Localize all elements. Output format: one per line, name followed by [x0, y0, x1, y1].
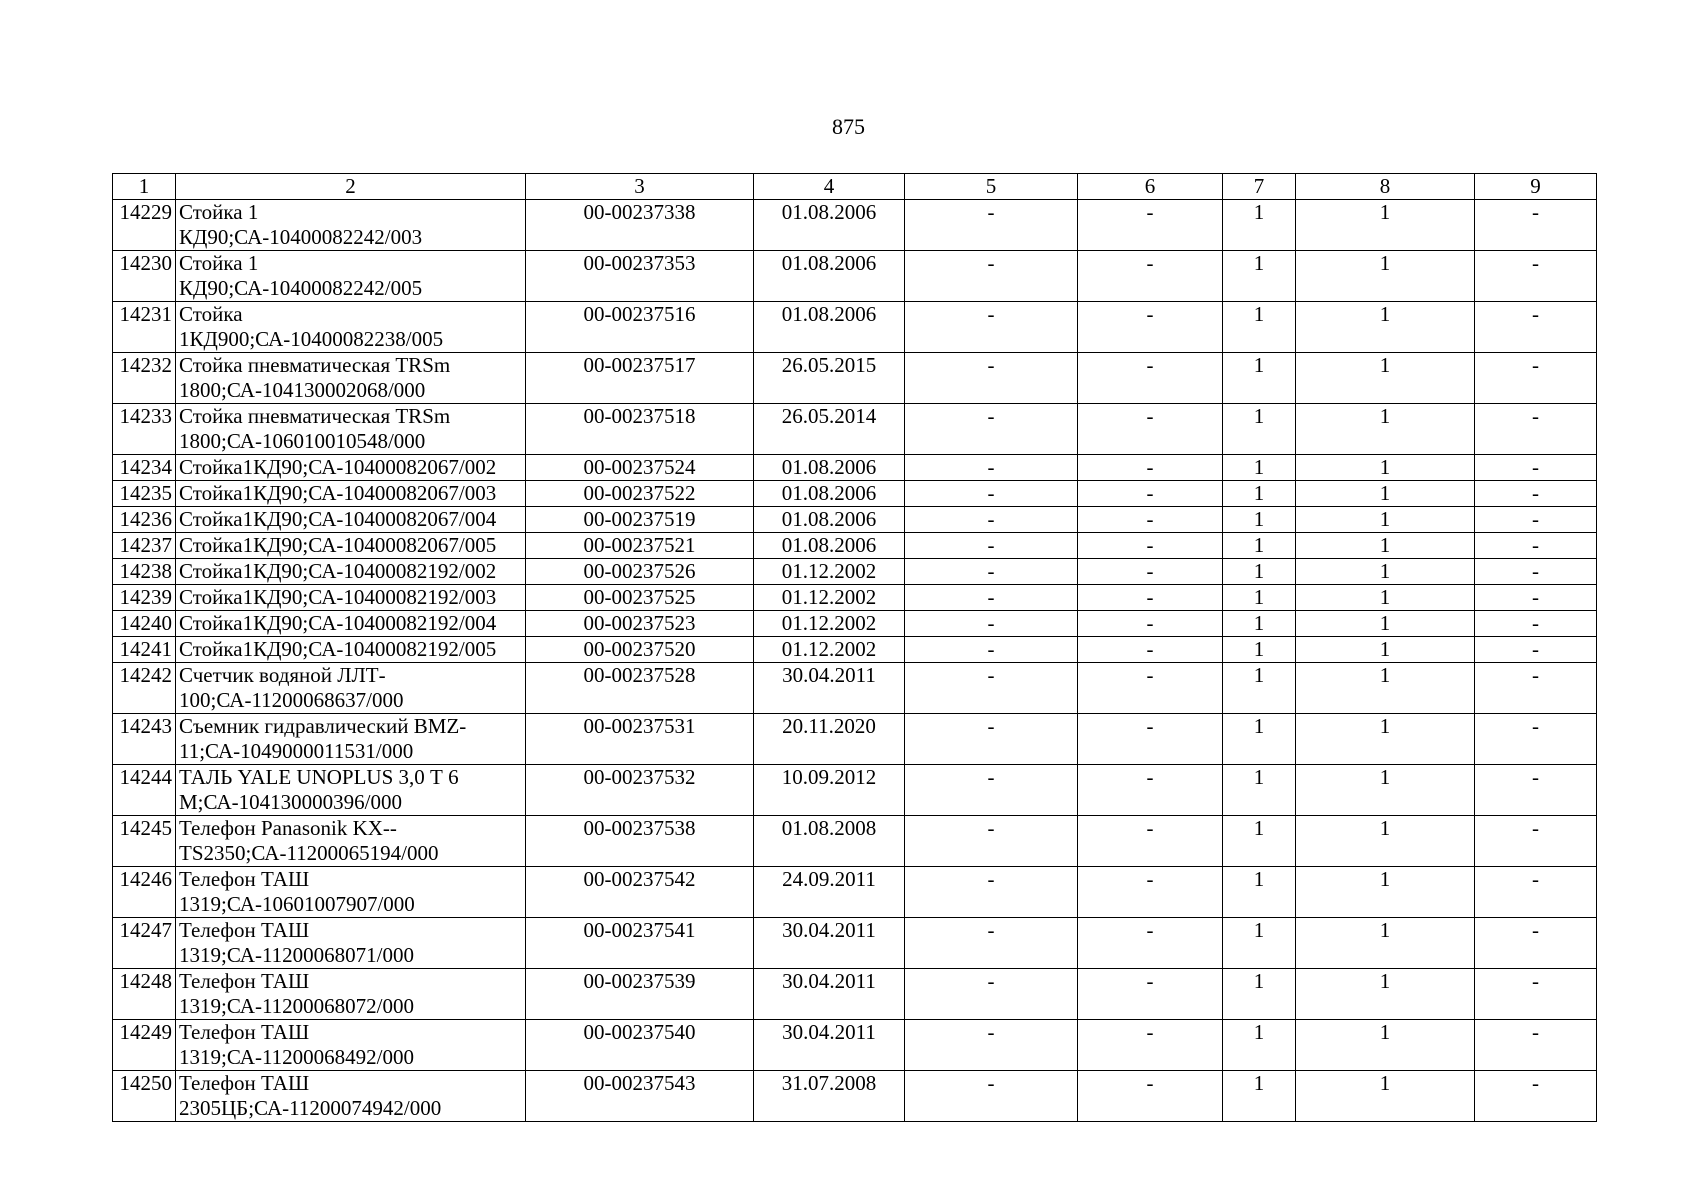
- date-cell: 01.08.2006: [754, 455, 905, 481]
- item-name-line: Стойка 1: [179, 200, 259, 224]
- col6-cell: -: [1078, 559, 1223, 585]
- col7-cell: 1: [1223, 404, 1296, 455]
- col9-cell: -: [1475, 765, 1597, 816]
- col5-cell: -: [905, 353, 1078, 404]
- inventory-code-cell: 00-00237338: [526, 200, 754, 251]
- row-number-cell: 14230: [113, 251, 176, 302]
- col8-cell: 1: [1296, 200, 1475, 251]
- col9-cell: -: [1475, 251, 1597, 302]
- row-number-cell: 14250: [113, 1071, 176, 1122]
- item-name-cell: [176, 637, 526, 663]
- item-name-cell: [176, 533, 526, 559]
- row-number-cell: 14248: [113, 969, 176, 1020]
- col8-cell: 1: [1296, 611, 1475, 637]
- item-name-line: Телефон Panasonik KX--: [179, 816, 397, 840]
- row-number-cell: 14245: [113, 816, 176, 867]
- inventory-code-cell: 00-00237353: [526, 251, 754, 302]
- row-number-cell: 14246: [113, 867, 176, 918]
- item-name-line: Стойка: [179, 302, 243, 326]
- col6-cell: -: [1078, 302, 1223, 353]
- col9-cell: -: [1475, 637, 1597, 663]
- col7-cell: 1: [1223, 533, 1296, 559]
- item-name-line: 1319;СА-11200068071/000: [179, 943, 415, 967]
- table-row: [113, 533, 1597, 559]
- col6-cell: -: [1078, 200, 1223, 251]
- item-name-line: Телефон ТАШ: [179, 969, 310, 993]
- item-name-line: 100;СА-11200068637/000: [179, 688, 404, 712]
- table-row: [113, 353, 1597, 404]
- inventory-code-cell: 00-00237532: [526, 765, 754, 816]
- col5-cell: -: [905, 611, 1078, 637]
- page-number: 875: [832, 114, 865, 139]
- col6-cell: -: [1078, 969, 1223, 1020]
- item-name-line: Стойка1КД90;СА-10400082192/002: [179, 559, 497, 583]
- item-name-line: 1800;СА-104130002068/000: [179, 378, 426, 402]
- col5-cell: -: [905, 507, 1078, 533]
- item-name-line: 1800;СА-106010010548/000: [179, 429, 426, 453]
- table-row: [113, 816, 1597, 867]
- col6-cell: -: [1078, 585, 1223, 611]
- col6-cell: -: [1078, 714, 1223, 765]
- date-cell: 20.11.2020: [754, 714, 905, 765]
- row-number-cell: 14232: [113, 353, 176, 404]
- col6-cell: -: [1078, 663, 1223, 714]
- item-name-cell: [176, 481, 526, 507]
- col9-cell: -: [1475, 481, 1597, 507]
- item-name-line: 11;СА-1049000011531/000: [179, 739, 414, 763]
- col7-cell: 1: [1223, 507, 1296, 533]
- col8-cell: 1: [1296, 404, 1475, 455]
- table-row: [113, 481, 1597, 507]
- col9-cell: -: [1475, 969, 1597, 1020]
- col5-cell: -: [905, 455, 1078, 481]
- col8-cell: 1: [1296, 1020, 1475, 1071]
- col8-cell: 1: [1296, 637, 1475, 663]
- col7-cell: 1: [1223, 585, 1296, 611]
- col7-cell: 1: [1223, 200, 1296, 251]
- inventory-code-cell: 00-00237526: [526, 559, 754, 585]
- item-name-cell: [176, 765, 526, 816]
- item-name-cell: [176, 353, 526, 404]
- col7-cell: 1: [1223, 1071, 1296, 1122]
- item-name-line: Телефон ТАШ: [179, 918, 310, 942]
- table-row: [113, 251, 1597, 302]
- col7-cell: 1: [1223, 302, 1296, 353]
- item-name-line: Стойка 1: [179, 251, 259, 275]
- table-row: [113, 765, 1597, 816]
- inventory-code-cell: 00-00237543: [526, 1071, 754, 1122]
- col6-cell: -: [1078, 1071, 1223, 1122]
- inventory-code-cell: 00-00237528: [526, 663, 754, 714]
- col6-cell: -: [1078, 481, 1223, 507]
- item-name-line: КД90;СА-10400082242/005: [179, 276, 423, 300]
- inventory-code-cell: 00-00237520: [526, 637, 754, 663]
- row-number-cell: 14234: [113, 455, 176, 481]
- item-name-cell: [176, 251, 526, 302]
- item-name-line: Стойка1КД90;СА-10400082067/002: [179, 455, 497, 479]
- item-name-cell: [176, 663, 526, 714]
- col5-cell: -: [905, 585, 1078, 611]
- col8-cell: 1: [1296, 302, 1475, 353]
- inventory-code-cell: 00-00237538: [526, 816, 754, 867]
- inventory-code-cell: 00-00237540: [526, 1020, 754, 1071]
- col7-cell: 1: [1223, 481, 1296, 507]
- col9-cell: -: [1475, 611, 1597, 637]
- item-name-line: TS2350;СА-11200065194/000: [179, 841, 439, 865]
- item-name-line: Стойка1КД90;СА-10400082192/003: [179, 585, 497, 609]
- column-header: 9: [1475, 174, 1597, 200]
- col9-cell: -: [1475, 816, 1597, 867]
- col6-cell: -: [1078, 533, 1223, 559]
- date-cell: 01.08.2006: [754, 251, 905, 302]
- table-row: [113, 302, 1597, 353]
- col5-cell: -: [905, 200, 1078, 251]
- col5-cell: -: [905, 302, 1078, 353]
- col6-cell: -: [1078, 1020, 1223, 1071]
- col5-cell: -: [905, 918, 1078, 969]
- item-name-cell: [176, 1071, 526, 1122]
- table-row: [113, 637, 1597, 663]
- col5-cell: -: [905, 1071, 1078, 1122]
- col5-cell: -: [905, 867, 1078, 918]
- item-name-line: ТАЛЬ YALE UNOPLUS 3,0 Т 6: [179, 765, 459, 789]
- col5-cell: -: [905, 637, 1078, 663]
- col9-cell: -: [1475, 1071, 1597, 1122]
- row-number-cell: 14242: [113, 663, 176, 714]
- item-name-line: 1319;СА-11200068492/000: [179, 1045, 415, 1069]
- col9-cell: -: [1475, 1020, 1597, 1071]
- col5-cell: -: [905, 663, 1078, 714]
- inventory-code-cell: 00-00237542: [526, 867, 754, 918]
- column-header: 1: [113, 174, 176, 200]
- item-name-cell: [176, 611, 526, 637]
- item-name-line: Стойка пневматическая TRSm: [179, 353, 451, 377]
- item-name-line: Телефон ТАШ: [179, 867, 310, 891]
- inventory-code-cell: 00-00237519: [526, 507, 754, 533]
- col9-cell: -: [1475, 302, 1597, 353]
- col6-cell: -: [1078, 404, 1223, 455]
- item-name-cell: [176, 559, 526, 585]
- item-name-line: 2305ЦБ;СА-11200074942/000: [179, 1096, 442, 1120]
- date-cell: 01.08.2006: [754, 533, 905, 559]
- column-header: 7: [1223, 174, 1296, 200]
- row-number-cell: 14243: [113, 714, 176, 765]
- col8-cell: 1: [1296, 507, 1475, 533]
- column-header: 6: [1078, 174, 1223, 200]
- item-name-line: КД90;СА-10400082242/003: [179, 225, 423, 249]
- col6-cell: -: [1078, 765, 1223, 816]
- row-number-cell: 14240: [113, 611, 176, 637]
- row-number-cell: 14233: [113, 404, 176, 455]
- col5-cell: -: [905, 969, 1078, 1020]
- date-cell: 26.05.2014: [754, 404, 905, 455]
- row-number-cell: 14244: [113, 765, 176, 816]
- col6-cell: -: [1078, 251, 1223, 302]
- inventory-code-cell: 00-00237541: [526, 918, 754, 969]
- col8-cell: 1: [1296, 353, 1475, 404]
- inventory-code-cell: 00-00237525: [526, 585, 754, 611]
- col6-cell: -: [1078, 507, 1223, 533]
- table-row: [113, 585, 1597, 611]
- column-header: 8: [1296, 174, 1475, 200]
- col8-cell: 1: [1296, 1071, 1475, 1122]
- item-name-line: 1319;СА-11200068072/000: [179, 994, 415, 1018]
- col9-cell: -: [1475, 353, 1597, 404]
- col6-cell: -: [1078, 918, 1223, 969]
- item-name-cell: [176, 714, 526, 765]
- inventory-code-cell: 00-00237518: [526, 404, 754, 455]
- item-name-cell: [176, 816, 526, 867]
- col7-cell: 1: [1223, 867, 1296, 918]
- table-row: [113, 507, 1597, 533]
- item-name-line: Съемник гидравлический BMZ-: [179, 714, 467, 738]
- row-number-cell: 14231: [113, 302, 176, 353]
- date-cell: 30.04.2011: [754, 663, 905, 714]
- table-row: [113, 1020, 1597, 1071]
- table-row: [113, 200, 1597, 251]
- item-name-cell: [176, 918, 526, 969]
- item-name-cell: [176, 507, 526, 533]
- table-row: [113, 611, 1597, 637]
- row-number-cell: 14249: [113, 1020, 176, 1071]
- table-row: [113, 1071, 1597, 1122]
- item-name-line: Телефон ТАШ: [179, 1020, 310, 1044]
- col6-cell: -: [1078, 353, 1223, 404]
- col8-cell: 1: [1296, 481, 1475, 507]
- col5-cell: -: [905, 251, 1078, 302]
- row-number-cell: 14239: [113, 585, 176, 611]
- col9-cell: -: [1475, 714, 1597, 765]
- col9-cell: -: [1475, 559, 1597, 585]
- col7-cell: 1: [1223, 559, 1296, 585]
- inventory-code-cell: 00-00237523: [526, 611, 754, 637]
- column-header: 2: [176, 174, 526, 200]
- col8-cell: 1: [1296, 533, 1475, 559]
- col7-cell: 1: [1223, 611, 1296, 637]
- col9-cell: -: [1475, 200, 1597, 251]
- item-name-line: М;СА-104130000396/000: [179, 790, 402, 814]
- inventory-code-cell: 00-00237522: [526, 481, 754, 507]
- date-cell: 30.04.2011: [754, 918, 905, 969]
- header-row: [113, 174, 1597, 200]
- col9-cell: -: [1475, 663, 1597, 714]
- item-name-cell: [176, 404, 526, 455]
- inventory-code-cell: 00-00237539: [526, 969, 754, 1020]
- col8-cell: 1: [1296, 969, 1475, 1020]
- inventory-code-cell: 00-00237524: [526, 455, 754, 481]
- row-number-cell: 14235: [113, 481, 176, 507]
- table-row: [113, 867, 1597, 918]
- col6-cell: -: [1078, 611, 1223, 637]
- table-row: [113, 969, 1597, 1020]
- col7-cell: 1: [1223, 353, 1296, 404]
- col8-cell: 1: [1296, 816, 1475, 867]
- item-name-line: 1КД900;СА-10400082238/005: [179, 327, 444, 351]
- item-name-cell: [176, 585, 526, 611]
- col7-cell: 1: [1223, 455, 1296, 481]
- item-name-line: Стойка пневматическая TRSm: [179, 404, 451, 428]
- row-number-cell: 14238: [113, 559, 176, 585]
- table-row: [113, 918, 1597, 969]
- row-number-cell: 14236: [113, 507, 176, 533]
- col9-cell: -: [1475, 533, 1597, 559]
- col7-cell: 1: [1223, 637, 1296, 663]
- date-cell: 01.08.2006: [754, 481, 905, 507]
- col5-cell: -: [905, 404, 1078, 455]
- inventory-code-cell: 00-00237531: [526, 714, 754, 765]
- date-cell: 01.12.2002: [754, 559, 905, 585]
- item-name-line: Стойка1КД90;СА-10400082192/005: [179, 637, 497, 661]
- column-header: 3: [526, 174, 754, 200]
- date-cell: 31.07.2008: [754, 1071, 905, 1122]
- col5-cell: -: [905, 559, 1078, 585]
- col7-cell: 1: [1223, 816, 1296, 867]
- table-row: [113, 455, 1597, 481]
- table-body: [113, 200, 1597, 1122]
- col8-cell: 1: [1296, 663, 1475, 714]
- date-cell: 01.12.2002: [754, 611, 905, 637]
- item-name-line: 1319;СА-10601007907/000: [179, 892, 415, 916]
- table-row: [113, 559, 1597, 585]
- col6-cell: -: [1078, 455, 1223, 481]
- col8-cell: 1: [1296, 559, 1475, 585]
- col7-cell: 1: [1223, 1020, 1296, 1071]
- col7-cell: 1: [1223, 969, 1296, 1020]
- col9-cell: -: [1475, 404, 1597, 455]
- item-name-line: Стойка1КД90;СА-10400082067/005: [179, 533, 497, 557]
- col8-cell: 1: [1296, 918, 1475, 969]
- row-number-cell: 14237: [113, 533, 176, 559]
- inventory-code-cell: 00-00237516: [526, 302, 754, 353]
- date-cell: 26.05.2015: [754, 353, 905, 404]
- item-name-cell: [176, 1020, 526, 1071]
- row-number-cell: 14229: [113, 200, 176, 251]
- item-name-line: Стойка1КД90;СА-10400082192/004: [179, 611, 497, 635]
- col9-cell: -: [1475, 585, 1597, 611]
- col8-cell: 1: [1296, 251, 1475, 302]
- col9-cell: -: [1475, 867, 1597, 918]
- row-number-cell: 14247: [113, 918, 176, 969]
- col6-cell: -: [1078, 816, 1223, 867]
- col7-cell: 1: [1223, 765, 1296, 816]
- col5-cell: -: [905, 481, 1078, 507]
- date-cell: 10.09.2012: [754, 765, 905, 816]
- date-cell: 01.12.2002: [754, 585, 905, 611]
- item-name-line: Стойка1КД90;СА-10400082067/004: [179, 507, 497, 531]
- col8-cell: 1: [1296, 867, 1475, 918]
- date-cell: 01.12.2002: [754, 637, 905, 663]
- inventory-code-cell: 00-00237517: [526, 353, 754, 404]
- col9-cell: -: [1475, 455, 1597, 481]
- item-name-cell: [176, 200, 526, 251]
- item-name-line: Телефон ТАШ: [179, 1071, 310, 1095]
- date-cell: 01.08.2006: [754, 507, 905, 533]
- col7-cell: 1: [1223, 714, 1296, 765]
- column-header: 5: [905, 174, 1078, 200]
- table-row: [113, 714, 1597, 765]
- inventory-code-cell: 00-00237521: [526, 533, 754, 559]
- col7-cell: 1: [1223, 918, 1296, 969]
- date-cell: 24.09.2011: [754, 867, 905, 918]
- inventory-table: [112, 173, 1597, 1122]
- date-cell: 30.04.2011: [754, 969, 905, 1020]
- item-name-line: Счетчик водяной ЛЛТ-: [179, 663, 386, 687]
- date-cell: 01.08.2006: [754, 200, 905, 251]
- col8-cell: 1: [1296, 714, 1475, 765]
- col5-cell: -: [905, 765, 1078, 816]
- item-name-cell: [176, 455, 526, 481]
- col8-cell: 1: [1296, 585, 1475, 611]
- col5-cell: -: [905, 1020, 1078, 1071]
- column-header: 4: [754, 174, 905, 200]
- col8-cell: 1: [1296, 765, 1475, 816]
- item-name-cell: [176, 302, 526, 353]
- table-row: [113, 404, 1597, 455]
- item-name-cell: [176, 867, 526, 918]
- col9-cell: -: [1475, 918, 1597, 969]
- col6-cell: -: [1078, 867, 1223, 918]
- col9-cell: -: [1475, 507, 1597, 533]
- item-name-cell: [176, 969, 526, 1020]
- table-row: [113, 663, 1597, 714]
- col5-cell: -: [905, 816, 1078, 867]
- col8-cell: 1: [1296, 455, 1475, 481]
- col5-cell: -: [905, 533, 1078, 559]
- col6-cell: -: [1078, 637, 1223, 663]
- col7-cell: 1: [1223, 251, 1296, 302]
- col7-cell: 1: [1223, 663, 1296, 714]
- row-number-cell: 14241: [113, 637, 176, 663]
- col5-cell: -: [905, 714, 1078, 765]
- date-cell: 01.08.2006: [754, 302, 905, 353]
- item-name-line: Стойка1КД90;СА-10400082067/003: [179, 481, 497, 505]
- date-cell: 30.04.2011: [754, 1020, 905, 1071]
- date-cell: 01.08.2008: [754, 816, 905, 867]
